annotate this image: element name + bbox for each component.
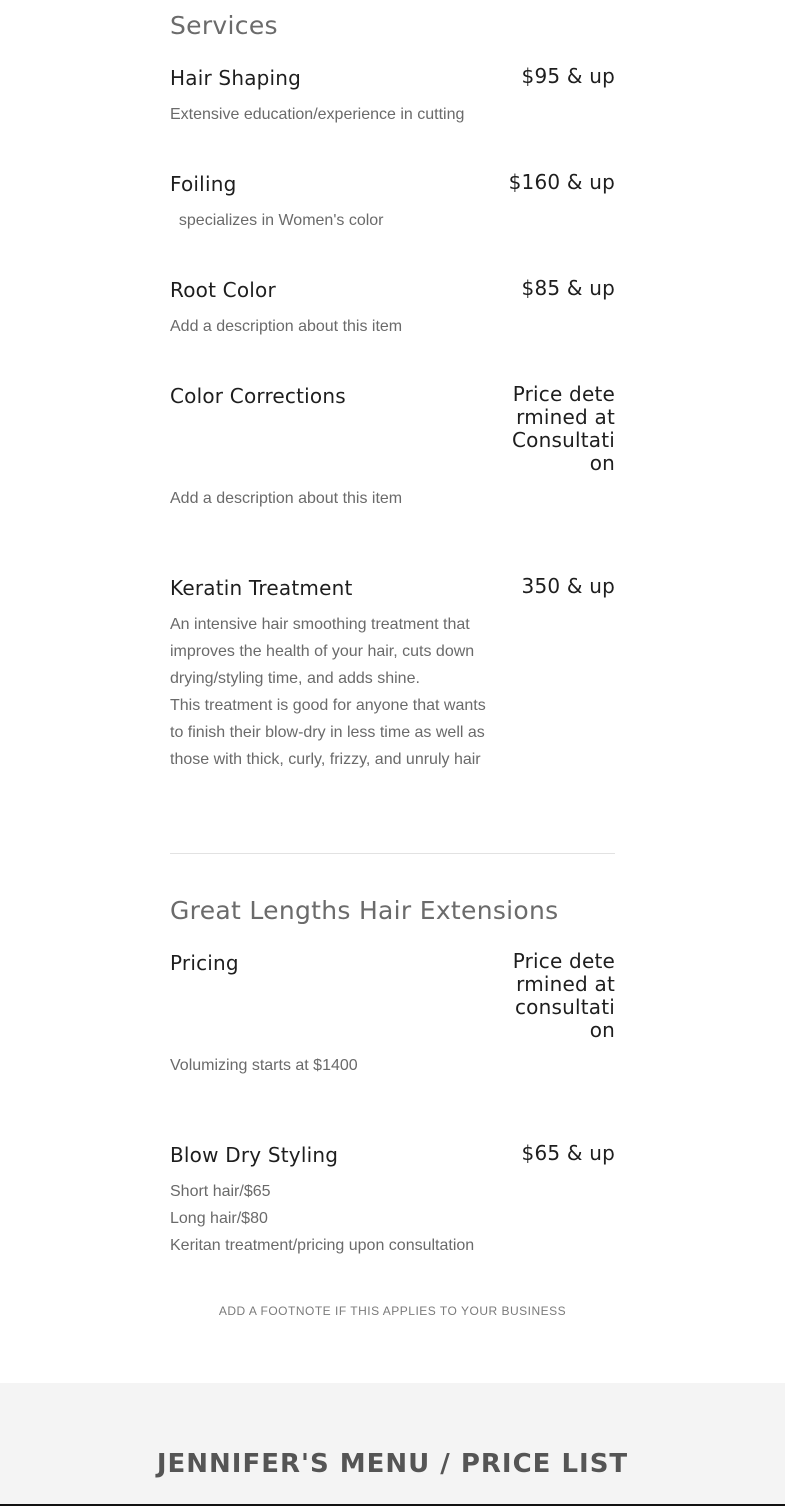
item-name: Keratin Treatment <box>170 576 353 600</box>
item-name: Pricing <box>170 951 239 975</box>
item-description: Extensive education/experience in cutting <box>170 106 465 123</box>
item-name: Hair Shaping <box>170 66 302 90</box>
item-name: Color Corrections <box>170 384 346 408</box>
item-price: $85 & up <box>521 276 615 300</box>
menu-item-blow-dry-styling <box>170 1142 615 1259</box>
item-description: Volumizing starts at $1400 <box>170 1057 358 1074</box>
footer-banner <box>0 1383 785 1504</box>
item-description: An intensive hair smoothing treatment that improves the health of your hair, cuts down drying/styling time, and adds shine. This treatment is good for anyone that wants to finish their blow-dry in less time as well as those with thick, curly, frizzy, and unruly hair <box>170 616 486 768</box>
menu-item-root-color <box>170 277 615 340</box>
item-name: Root Color <box>170 278 276 302</box>
item-price: Price determined at Consultation <box>511 382 615 475</box>
menu-item-keratin-treatment <box>170 575 615 773</box>
item-name: Foiling <box>170 172 237 196</box>
item-price: $65 & up <box>521 1141 615 1165</box>
item-description: Short hair/$65 Long hair/$80 Keritan treatment/pricing upon consultation <box>170 1183 475 1254</box>
footer-title: JENNIFER'S MENU / PRICE LIST <box>156 1449 629 1479</box>
item-description: specializes in Women's color <box>170 212 384 229</box>
section-title-services: Services <box>170 11 278 40</box>
item-name: Blow Dry Styling <box>170 1143 339 1167</box>
item-price: $95 & up <box>521 64 615 88</box>
section-divider <box>170 853 615 854</box>
section-title-extensions: Great Lengths Hair Extensions <box>170 896 559 925</box>
footnote: ADD A FOOTNOTE IF THIS APPLIES TO YOUR BUSINESS <box>218 1304 567 1318</box>
item-price: $160 & up <box>508 170 615 194</box>
menu-item-foiling <box>170 171 615 234</box>
item-description: Add a description about this item <box>170 318 403 335</box>
menu-item-color-corrections <box>170 383 615 512</box>
item-description: Add a description about this item <box>170 490 403 507</box>
item-price: Price determined at consultation <box>512 949 615 1042</box>
menu-item-hair-shaping <box>170 65 615 128</box>
menu-item-pricing <box>170 950 615 1079</box>
item-price: 350 & up <box>521 574 615 598</box>
